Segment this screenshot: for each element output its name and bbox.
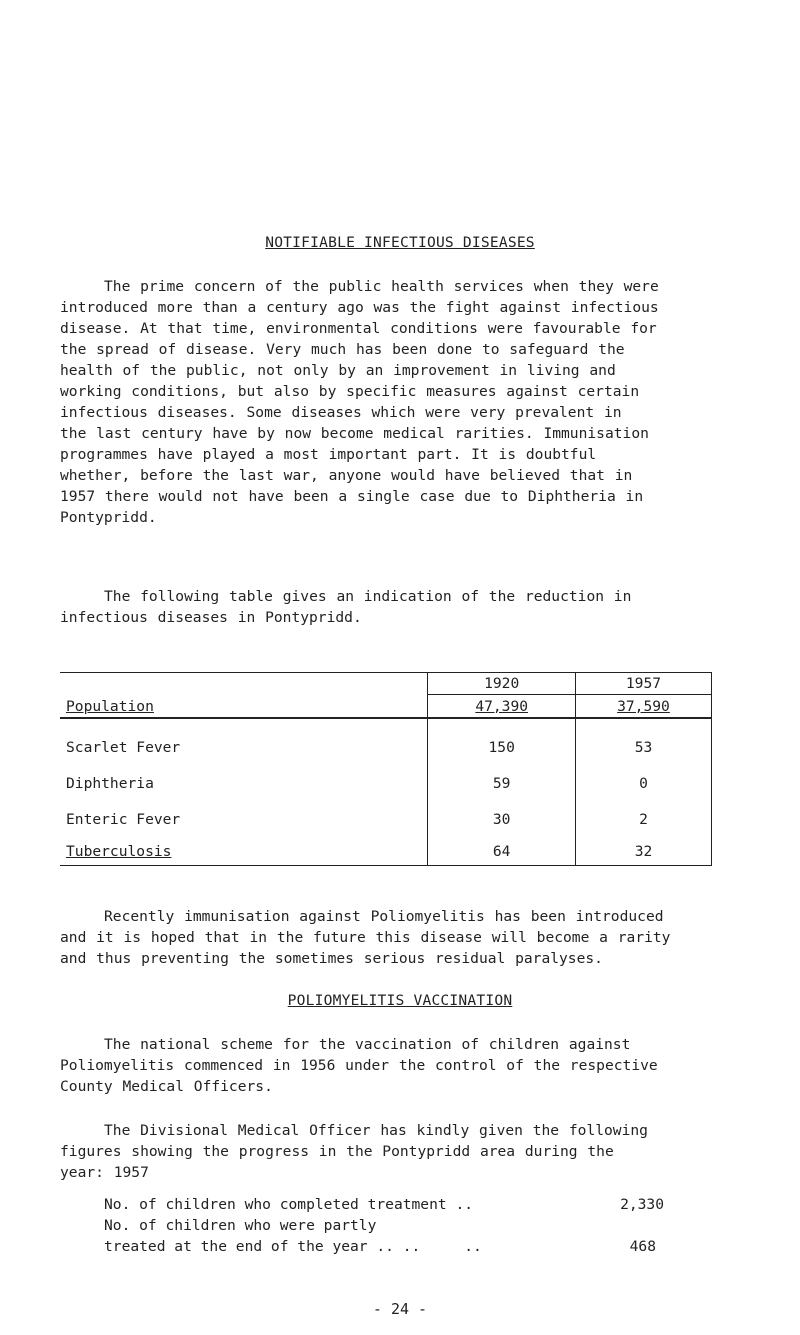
population-label-cell: [60, 673, 428, 719]
population-value-text: 47,390: [475, 697, 529, 715]
text-line: The Divisional Medical Officer has kindly given the following: [104, 1122, 648, 1139]
figure-label: No. of children who were partly: [104, 1217, 377, 1234]
figures-intro-paragraph: [60, 1120, 772, 1183]
case-count: 53: [575, 718, 711, 765]
population-value: [575, 695, 711, 719]
text-line: introduced more than a century ago was the fight against infectious: [60, 299, 659, 316]
text-line: and thus preventing the sometimes serious residual paralyses.: [60, 950, 603, 967]
year-header: 1920: [428, 673, 576, 695]
text-line: Recently immunisation against Poliomyelitis has been introduced: [104, 908, 664, 925]
text-line: the spread of disease. Very much has been done to safeguard the: [60, 341, 625, 358]
case-count: 32: [575, 837, 711, 866]
figure-value: 468: [629, 1238, 656, 1255]
figure-label: treated at the end of the year .. .. ..: [104, 1238, 482, 1255]
disease-name: Scarlet Fever: [60, 718, 428, 765]
table-row: [60, 801, 712, 837]
text-line: The prime concern of the public health services when they were: [104, 278, 659, 295]
text-line: infectious diseases in Pontypridd.: [60, 609, 362, 626]
text-line: figures showing the progress in the Pontypridd area during the: [60, 1143, 614, 1160]
text-line: Pontypridd.: [60, 509, 157, 526]
table-row: [60, 837, 712, 866]
case-count: 2: [575, 801, 711, 837]
disease-name: Diphtheria: [60, 765, 428, 801]
text-line: and it is hoped that in the future this disease will become a rarity: [60, 929, 671, 946]
figure-row: [104, 1236, 664, 1257]
figure-row: [104, 1194, 664, 1215]
figure-label: No. of children who completed treatment ..: [104, 1196, 474, 1213]
table-intro-paragraph: [60, 586, 772, 628]
text-line: the last century have by now become medical rarities. Immunisation: [60, 425, 649, 442]
figure-value: 2,330: [620, 1196, 664, 1213]
text-line: The national scheme for the vaccination of children against: [104, 1036, 631, 1053]
text-line: 1957 there would not have been a single case due to Diphtheria in: [60, 488, 644, 505]
text-line: The following table gives an indication of the reduction in: [104, 588, 632, 605]
polio-intro-paragraph: [60, 906, 772, 969]
population-label: Population: [66, 698, 154, 715]
text-line: year: 1957: [60, 1164, 149, 1181]
figure-row: [104, 1215, 664, 1236]
text-line: disease. At that time, environmental conditions were favourable for: [60, 320, 657, 337]
population-value: [428, 695, 576, 719]
text-line: programmes have played a most important part. It is doubtful: [60, 446, 597, 463]
section-heading: POLIOMYELITIS VACCINATION: [287, 992, 513, 1009]
text-line: working conditions, but also by specific measures against certain: [60, 383, 640, 400]
case-count: 0: [575, 765, 711, 801]
disease-name: Enteric Fever: [60, 801, 428, 837]
table-year-row: [60, 673, 712, 695]
page-title: NOTIFIABLE INFECTIOUS DISEASES: [265, 234, 535, 251]
case-count: 30: [428, 801, 576, 837]
year-header: 1957: [575, 673, 711, 695]
case-count: 150: [428, 718, 576, 765]
text-line: infectious diseases. Some diseases which were very prevalent in: [60, 404, 622, 421]
disease-name-text: Tuberculosis: [66, 842, 172, 860]
text-line: health of the public, not only by an improvement in living and: [60, 362, 616, 379]
page-number: - 24 -: [372, 1300, 428, 1318]
table-row: [60, 718, 712, 765]
text-line: whether, before the last war, anyone would have believed that in: [60, 467, 633, 484]
disease-table: [60, 672, 712, 866]
vaccination-figures: [104, 1194, 664, 1257]
disease-name: [60, 837, 428, 866]
population-value-text: 37,590: [617, 697, 670, 715]
case-count: 59: [428, 765, 576, 801]
intro-paragraph: [60, 276, 772, 528]
table-row: [60, 765, 712, 801]
polio-paragraph: [60, 1034, 772, 1097]
case-count: 64: [428, 837, 576, 866]
text-line: County Medical Officers.: [60, 1078, 273, 1095]
text-line: Poliomyelitis commenced in 1956 under the control of the respective: [60, 1057, 658, 1074]
